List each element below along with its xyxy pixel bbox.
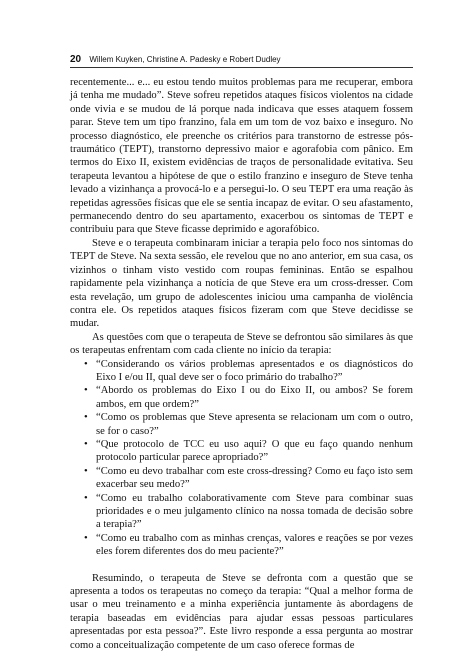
list-item: • “Como eu trabalho colaborativamente com Steve para combinar suas prioridades e o meu julgamento clínico na nossa tomada de decisão sobre a terapia?”	[84, 492, 413, 531]
bullet-icon: •	[84, 412, 88, 424]
list-item: • “Como os problemas que Steve apresenta se relacionam um com o outro, se for o caso?”	[84, 412, 413, 437]
list-item: • “Considerando os vários problemas apresentados e os diagnósticos do Eixo I e/ou II, qual deve ser o foco primário do trabalho?”	[84, 358, 413, 383]
list-item: • “Como eu trabalho com as minhas crenças, valores e reações se por vezes eles forem diferentes dos do meu paciente?”	[84, 532, 413, 558]
body-text	[70, 76, 413, 652]
header-rule	[70, 67, 413, 68]
list-item: • “Como eu devo trabalhar com este cross-dressing? Como eu faço isto sem exacerbar seu medo?”	[84, 465, 413, 491]
bullet-icon: •	[84, 465, 88, 477]
bullet-icon: •	[84, 532, 88, 544]
bullet-icon: •	[84, 492, 88, 504]
page-number: 20	[70, 54, 82, 65]
question-list	[70, 358, 413, 559]
paragraph-summary: Resumindo, o terapeuta de Steve se defronta com a questão que se apresenta a todos os terapeutas no começo da terapia: “Qual a melhor forma de usar o meu treinamento e a minha experiência juntamente às abordagens de terapia baseadas em evidências para ajudar essas pessoas particulares apresentadas por esta pessoa?”. Este livro responde a essa pergunta ao mostrar como a conceitualização competente de um caso oferece formas de	[70, 572, 413, 651]
header-authors: Willem Kuyken, Christine A. Padesky e Robert Dudley	[89, 55, 281, 64]
list-item: • “Que protocolo de TCC eu uso aqui? O que eu faço quando nenhum protocolo particular parece apropriado?”	[84, 438, 413, 464]
paragraph-therapy-focus: Steve e o terapeuta combinaram iniciar a terapia pelo foco nos sintomas do TEPT de Steve. Na sexta sessão, ele revelou que no ano anterior, em sua casa, os vizinhos o tinham visto vestido com roupas femininas. Então se espalhou rapidamente pela vizinhança a notícia de que Steve era um cross-dresser. Com esta revelação, um grupo de adolescentes iniciou uma campanha de violência contra ele. Os repetidos ataques físicos fizeram com que Steve decidisse se mudar.	[70, 237, 413, 330]
bullet-icon: •	[84, 438, 88, 450]
list-item: • “Abordo os problemas do Eixo I ou do Eixo II, ou ambos? Se forem ambos, em que ordem?”	[84, 385, 413, 410]
running-header	[70, 54, 410, 68]
paragraph-questions-intro: As questões com que o terapeuta de Steve se defrontou são similares às que os terapeutas enfrentam com cada cliente no início da terapia:	[70, 331, 413, 357]
bullet-icon: •	[84, 358, 88, 370]
paragraph-case-description: recentemente... e... eu estou tendo muitos problemas para me recuperar, embora já tenha me mudado”. Steve sofreu repetidos ataques físicos violentos na cidade onde vivia e se mudou de lá porque nada indicava que esses ataquem fossem parar. Steve tem um tipo franzino, fala em um tom de voz baixo e inseguro. No processo diagnóstico, ele preenche os critérios para transtorno de estresse pós-traumático (TEPT), transtorno depressivo maior e agorafobia com pânico. Em termos do Eixo II, existem evidências de traços de personalidade evitativa. Seu terapeuta levantou a hipótese de que o estilo franzino e inseguro de Steve tenha levado a vizinhança a provocá-lo e a persegui-lo. O seu TEPT era uma reação às repetidas agressões físicas que ele se sentia incapaz de evitar. O seu afastamento, permanecendo dentro do seu apartamento, exacerbou os sintomas de TEPT e contribuiu para que Steve ficasse deprimido e agorafóbico.	[70, 77, 413, 236]
bullet-icon: •	[84, 385, 88, 397]
